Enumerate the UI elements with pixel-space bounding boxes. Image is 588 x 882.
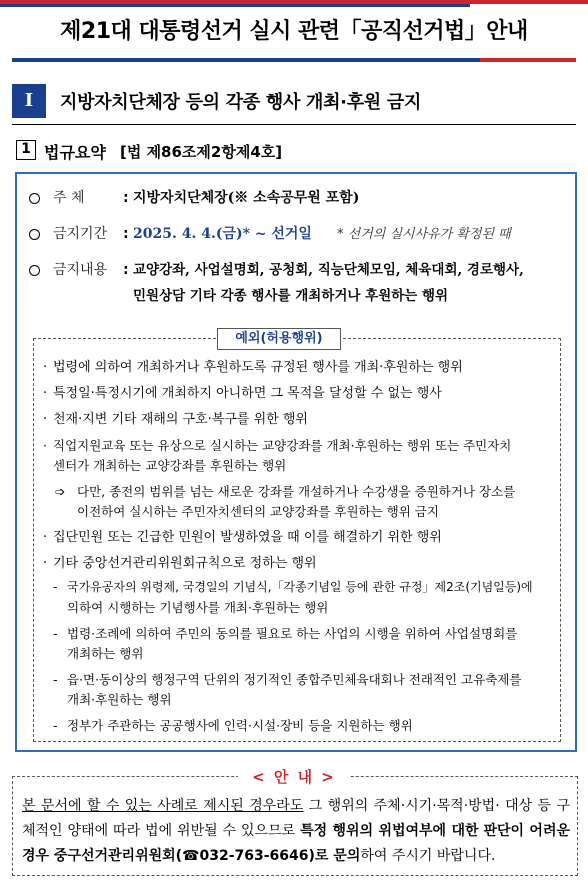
guide-text-bold: 특정 행위의 위법여부에 대한 (300, 823, 479, 839)
exception-item: · 기타 중앙선거관리위원회규칙으로 정하는 행위 (43, 556, 317, 571)
summary-row-subject (29, 188, 569, 210)
section-number-badge: Ⅰ (12, 84, 46, 118)
exception-sub-note-continued: 이전하여 실시하는 주민자치센터의 교양강좌를 후원하는 행위 금지 (77, 504, 439, 519)
period-label: 금지기간 (53, 226, 108, 242)
exception-sub-item-continued: 개최·후원하는 행위 (67, 692, 172, 707)
exception-item: · 집단민원 또는 긴급한 민원이 발생하였을 때 이를 해결하기 위한 행위 (43, 530, 442, 545)
exception-sub-item: - 읍·면·동이상의 행정구역 단위의 정기적인 종합주민체육대회나 전래적인 고유축제를 (53, 672, 522, 687)
colon: : (123, 262, 129, 278)
exception-item-continued: 센터가 개최하는 교양강좌를 후원하는 행위 (53, 458, 287, 473)
exception-sub-item: - 법령·조례에 의하여 주민의 동의를 필요로 하는 사업의 시행을 위하여 사업설명회를 (53, 626, 518, 641)
subsection-reference: [법 제86조제2항제4호] (120, 143, 283, 161)
top-red-bar-right (470, 0, 588, 4)
circle-bullet-icon (29, 193, 40, 204)
top-blue-bar (0, 4, 470, 7)
summary-row-period (29, 224, 569, 246)
circle-bullet-icon (29, 265, 40, 276)
exception-item: · 법령에 의하여 개최하거나 후원하도록 규정된 행사를 개최·후원하는 행위 (43, 360, 463, 375)
period-value: 2025. 4. 4.(금)* ~ 선거일 (133, 226, 312, 242)
guide-text-part: 대상 등 구체적인 양태에 따라 법에 위반될 수 있으므로 (22, 798, 570, 839)
subject-label: 주 체 (53, 190, 85, 206)
subject-value: 지방자치단체장(※ 소속공무원 포함) (133, 190, 360, 206)
page-title: 제21대 대통령선거 실시 관련「공직선거법」안내 (60, 19, 528, 44)
exception-sub-item: - 정부가 주관하는 공공행사에 인력·시설·장비 등을 지원하는 행위 (53, 718, 413, 733)
colon: : (123, 190, 129, 206)
summary-row-content (29, 260, 569, 308)
arrow-right-icon: ➩ (55, 484, 66, 499)
exception-item: · 직업지원교육 또는 유상으로 실시하는 교양강좌를 개최·후원하는 행위 또는 주민자치 (43, 438, 512, 453)
exceptions-title: 예외(허용행위) (217, 328, 341, 350)
colon: : (123, 226, 129, 242)
title-underline-red (480, 58, 576, 62)
subsection-title: 법규요약 (44, 143, 106, 162)
title-underline-blue (12, 58, 480, 62)
guide-contact-bold: 판단이 어려운 경우 중구선거관리위원회(☎032-763-6646)로 문의 (22, 823, 570, 864)
law-summary-box (15, 172, 577, 752)
exception-sub-note: ➩ 다만, 종전의 범위를 넘는 새로운 강좌를 개설하거나 수강생을 증원하거나 장소를 (55, 484, 516, 499)
guide-title-wrap (0, 766, 588, 787)
section-underline (12, 124, 576, 125)
exception-item: · 특정일·특정시기에 개최하지 아니하면 그 목적을 달성할 수 없는 행사 (43, 386, 442, 401)
content-label: 금지내용 (53, 262, 108, 278)
section-title: 지방자치단체장 등의 각종 행사 개최·후원 금지 (60, 92, 422, 113)
guide-text-underlined: 본 문서에 할 수 있는 사례로 제시된 경우라도 (22, 798, 304, 814)
period-note: * 선거의 실시사유가 확정된 때 (337, 227, 511, 242)
guide-text-part: 그 행위의 주체·시기·목적·방법· (303, 798, 500, 814)
content-value-line-1: 교양강좌, 사업설명회, 공청회, 직능단체모임, 체육대회, 경로행사, (133, 262, 524, 278)
circle-bullet-icon (29, 229, 40, 240)
guide-text (22, 794, 570, 869)
subsection-number-box: 1 (16, 140, 36, 160)
exception-item: · 천재·지변 기타 재해의 구호·복구를 위한 행위 (43, 412, 308, 427)
guide-title: < 안 내 > (238, 766, 350, 787)
guide-text-part: 하여 주시기 바랍니다. (360, 848, 496, 864)
content-value-line-2: 민원상담 기타 각종 행사를 개최하거나 후원하는 행위 (133, 288, 449, 304)
exception-sub-item: - 국가유공자의 위령제, 국경일의 기념식,「각종기념일 등에 관한 규정」제2조(기념일등)에 (53, 580, 533, 594)
exception-sub-item-continued: 개최하는 행위 (67, 646, 144, 661)
exception-sub-item-continued: 의하여 시행하는 기념행사를 개최·후원하는 행위 (67, 600, 329, 615)
